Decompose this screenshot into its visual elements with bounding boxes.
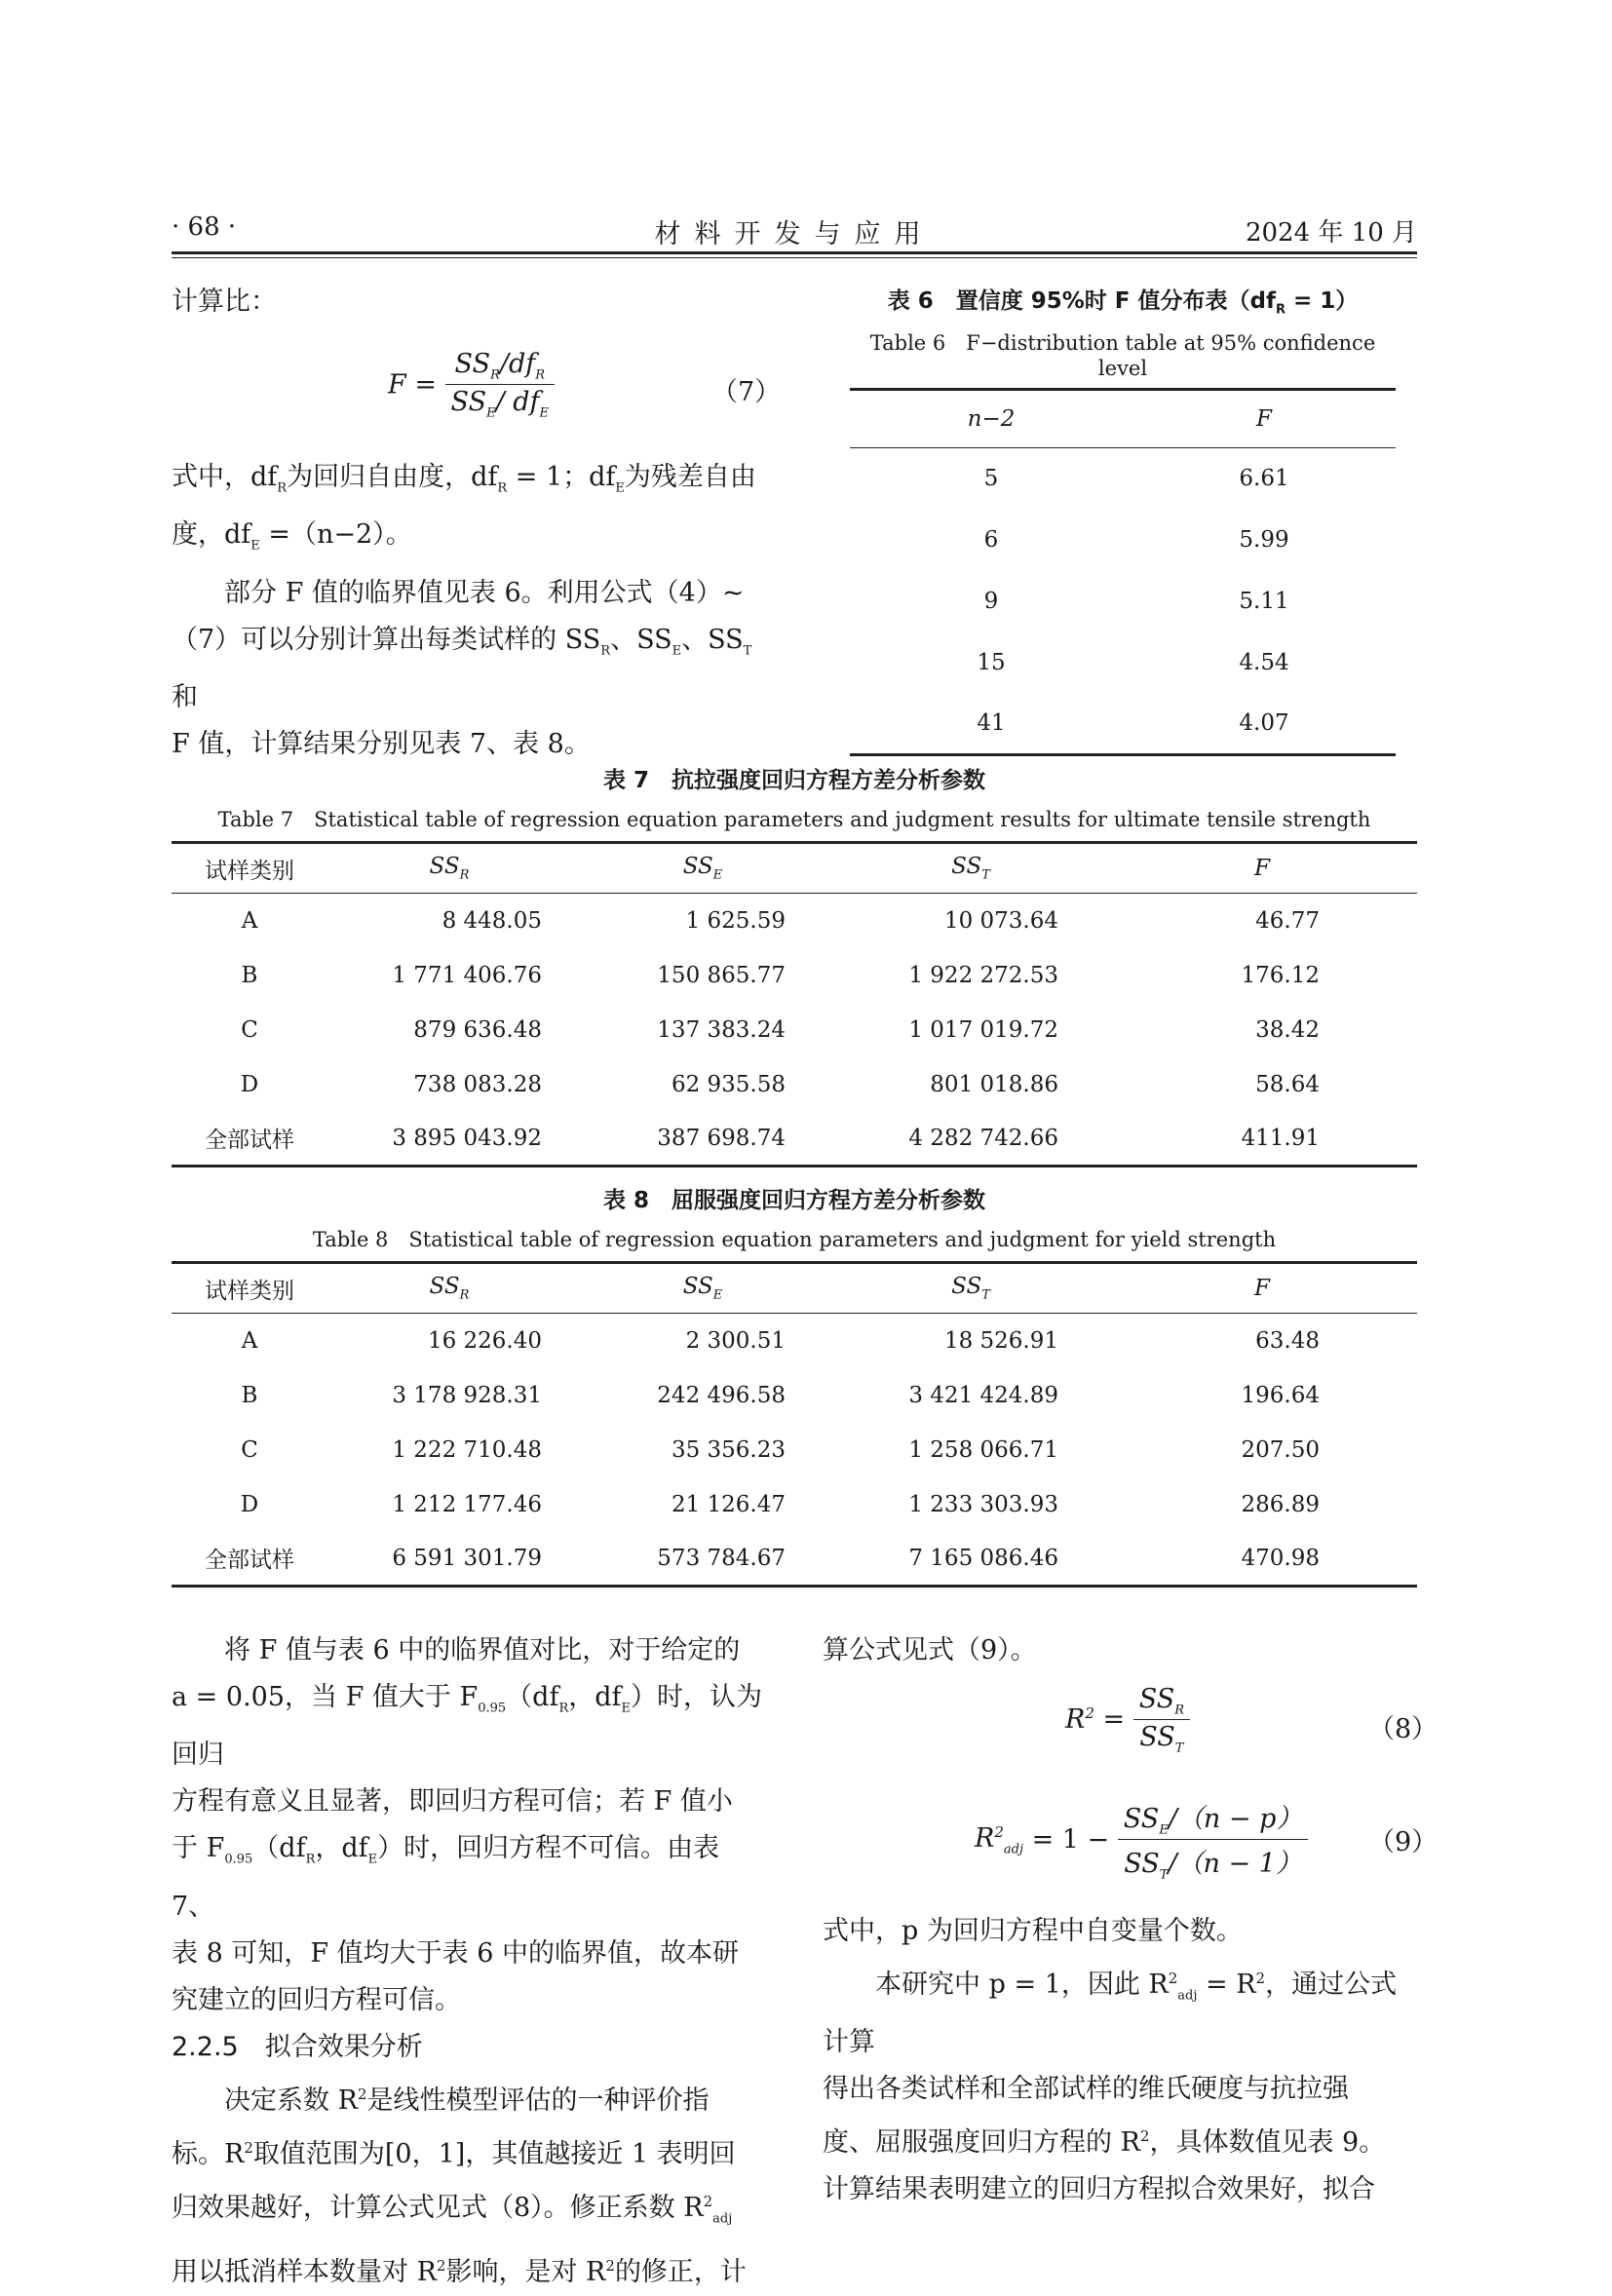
equation-7 [388,349,555,421]
header-cell: $SS_R$ [429,1274,470,1303]
table-cell: 16 226.40 [427,1327,542,1354]
text-line: 得出各类试样和全部试样的维氏硬度与抗拉强 [823,2074,1349,2105]
table-cell: 62 935.58 [671,1071,786,1097]
table-cell: 879 636.48 [413,1016,542,1043]
table-cell: 176.12 [1241,962,1320,988]
eq7-lhs: F = [388,369,437,401]
table-cell: 21 126.47 [671,1491,786,1517]
equation-7-number: （7） [711,377,782,407]
table-cell: 41 [977,709,1006,736]
table-cell: 18 526.91 [943,1327,1058,1354]
table-6-caption-cn: 表 6 置信度 95%时 F 值分布表$(df_R = 1)$ [887,288,1359,318]
table-cell: 6 591 301.79 [392,1545,542,1571]
header-cell: 试样类别 [205,858,294,884]
equation-8-number: （8） [1368,1714,1439,1744]
header-cell: $SS_T$ [951,1274,990,1303]
table-6-block [850,283,1396,756]
text-line: 计算结果表明建立的回归方程拟合效果好，拟合 [823,2174,1375,2205]
table-8-caption-cn: 表 8 屈服强度回归方程方差分析参数 [602,1188,985,1213]
table-cell: 1 922 272.53 [908,962,1058,988]
table-row [850,509,1396,570]
table-cell: 9 [983,588,999,614]
eq8-fraction: $\frac{SS_R}{SS_T}$ [1133,1684,1190,1756]
text-line: 决定系数 $R^2$是线性模型评估的一种评价指 [224,2085,710,2116]
table-row [172,1112,1417,1167]
table-cell: 46.77 [1255,907,1320,934]
issue-date: 2024 年 10 月 [1245,218,1417,248]
table-row [850,447,1396,509]
table-cell: 196.64 [1241,1382,1320,1408]
header-cell: $SS_T$ [951,854,990,883]
table-cell: B [241,1382,258,1408]
table-7-caption-en: Table 7 Statistical table of regression equation parameters and judgment results for ultimate tensile strength [217,808,1371,831]
table-7 [172,841,1417,1167]
table-cell: 3 895 043.92 [392,1125,542,1151]
section-heading: 2.2.5 拟合效果分析 [172,2031,423,2062]
table-cell: 7 165 086.46 [908,1545,1058,1571]
text-line: 式中，p 为回归方程中自变量个数。 [823,1916,1243,1946]
text-line: 标。$R^2$取值范围为[0，1]，其值越接近 1 表明回 [172,2138,736,2169]
table-row [850,693,1396,754]
table-cell: 470.98 [1241,1545,1320,1571]
text-line: 表 8 可知，F 值均大于表 6 中的临界值，故本研 [172,1937,740,1969]
page-number: · 68 · [172,212,237,242]
table-cell: 5 [983,465,999,491]
table-cell: 15 [977,649,1006,675]
table-7-caption-cn: 表 7 抗拉强度回归方程方差分析参数 [602,768,985,793]
journal-title: 材料开发与应用 [654,219,935,249]
table-cell: 58.64 [1255,1071,1320,1097]
equation-9-number: （9） [1368,1827,1439,1857]
table-cell: 63.48 [1255,1327,1320,1354]
text-line: 用以抵消样本数量对 $R^2$影响，是对 $R^2$的修正，计 [172,2257,747,2288]
text-line: 于 $F_{0.95}(df_R$，$df_E$）时，回归方程不可信。由表 7、 [172,1833,720,1922]
table-cell: 5.11 [1239,588,1289,614]
table-row [172,1003,1417,1057]
header-cell: n−2 [967,405,1016,432]
table-row [172,948,1417,1003]
equation-9 [975,1797,1308,1883]
table-header-row [850,389,1396,447]
page-header [172,212,1417,251]
table-cell: C [241,1016,258,1043]
table-6 [850,388,1396,756]
table-cell: 286.89 [1241,1491,1320,1517]
table-cell: 35 356.23 [671,1436,786,1463]
table-row [172,1314,1417,1368]
text-line: 本研究中 p = 1，因此 $R^2_{adj} = R^2$，通过公式计算 [823,1970,1398,2058]
table-cell: C [241,1436,258,1463]
table-cell: 10 073.64 [943,907,1058,934]
table-cell: 242 496.58 [657,1382,786,1408]
table-8-block [172,1182,1417,1588]
text-line: 归效果越好，计算公式见式（8）。修正系数 $R^2_{adj}$ [172,2192,733,2227]
table-cell: 6 [983,526,999,553]
text-line: 方程有意义且显著，即回归方程可信；若 F 值小 [172,1786,733,1818]
table-cell: 1 222 710.48 [392,1436,542,1463]
table-8 [172,1261,1417,1588]
eq9-lhs: $R^2_{adj}$ [975,1822,1023,1857]
table-cell: 573 784.67 [657,1545,786,1571]
table-cell: 1 233 303.93 [908,1491,1058,1517]
right-bottom-text [823,1908,1417,2213]
header-cell: $SS_R$ [429,854,470,883]
table-cell: 411.91 [1241,1125,1320,1151]
table-header-row [172,1263,1417,1314]
table-cell: 387 698.74 [657,1125,786,1151]
table-row [172,1532,1417,1587]
table-row [172,894,1417,948]
table-cell: 8 448.05 [441,907,542,934]
header-rule-thin [172,257,1417,258]
table-cell: A [241,1327,258,1354]
table-cell: 738 083.28 [413,1071,542,1097]
table-cell: 150 865.77 [657,962,786,988]
table-cell: 全部试样 [205,1128,294,1154]
table-cell: 1 258 066.71 [908,1436,1058,1463]
left-bottom-text [172,1627,766,2296]
header-cell: F [1254,856,1270,881]
paragraph-intro: 计算比： [172,287,277,317]
table-cell: 5.99 [1239,526,1289,553]
text-line: 度、屈服强度回归方程的 $R^2$，具体数值见表 9。 [823,2127,1386,2159]
eq9-operator: = 1 − [1031,1824,1110,1856]
table-header-row [172,843,1417,894]
header-rule-thick [172,251,1417,254]
table-cell: 1 212 177.46 [392,1491,542,1517]
table-cell: 全部试样 [205,1548,294,1574]
header-cell: 试样类别 [205,1278,294,1304]
text-line: 将 F 值与表 6 中的临界值对比，对于给定的 [224,1635,741,1665]
table-row [850,570,1396,631]
header-cell: $SS_E$ [682,1274,723,1303]
table-cell: 207.50 [1241,1436,1320,1463]
text-line: 究建立的回归方程可信。 [172,1984,461,2015]
right-paragraph-start: 算公式见式（9）。 [823,1635,1037,1665]
table-cell: 4.07 [1239,709,1289,736]
table-cell: 1 771 406.76 [392,962,542,988]
header-cell: F [1254,1276,1270,1301]
eq8-lhs: $R^2$ = [1065,1704,1126,1736]
table-cell: A [241,907,258,934]
eq7-fraction: $\frac{SS_R/df_R}{SS_E/ df_E}$ [445,349,556,421]
table-cell: 3 421 424.89 [908,1382,1058,1408]
table-row [850,631,1396,693]
table-8-caption-en: Table 8 Statistical table of regression equation parameters and judgment for yield strength [312,1228,1277,1251]
table-row [172,1057,1417,1112]
table-row [172,1368,1417,1423]
eq9-fraction: $\frac{SS_E/(n - p)}{SS_T/(n - 1)}$ [1118,1797,1309,1883]
table-cell: D [240,1491,259,1517]
table-cell: 137 383.24 [657,1016,786,1043]
text-line: a = 0.05，当 F 值大于 $F_{0.95}(df_R$，$df_E$）时，认为回归 [172,1682,763,1771]
table-cell: 1 017 019.72 [908,1016,1058,1043]
table-cell: 801 018.86 [930,1071,1058,1097]
table-cell: 2 300.51 [685,1327,786,1354]
table-cell: 4 282 742.66 [908,1125,1058,1151]
table-cell: 38.42 [1255,1016,1320,1043]
table-cell: D [240,1071,259,1097]
table-7-block [172,762,1417,1167]
equation-8 [1065,1684,1190,1756]
table-row [172,1423,1417,1477]
table-cell: B [241,962,258,988]
table-cell: 4.54 [1239,649,1289,675]
table-6-caption-en: Table 6 F−distribution table at 95% confidence level [869,330,1376,380]
table-cell: 1 625.59 [685,907,786,934]
header-cell: $SS_E$ [682,854,723,883]
table-row [172,1477,1417,1532]
table-cell: 6.61 [1239,465,1289,491]
table-cell: 3 178 928.31 [392,1382,542,1408]
header-cell: F [1256,405,1272,432]
paragraph-df-definition: 式中，$df_R$为回归自由度，$df_R = 1$；$df_E$为残差自由 度，$df_E =(n-2)$。 部分 F 值的临界值见表 6。利用公式（4）~ （7）可以分别计算出每类试样的 $SS_R$、$SS_E$、$SS_T$和 F 值，计算结果分别见表 7、表 8。 [172,462,756,760]
